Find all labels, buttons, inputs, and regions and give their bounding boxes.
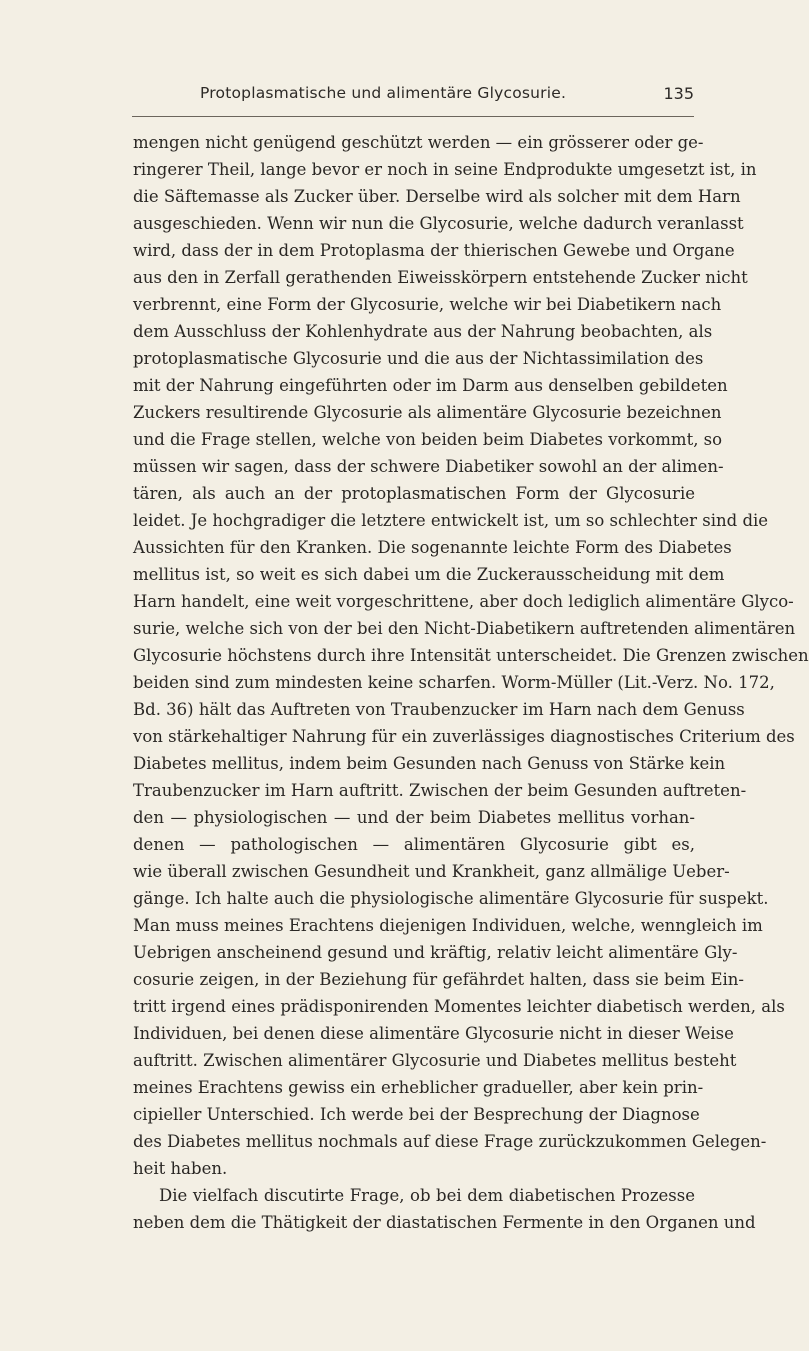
- text-line: protoplasmatische Glycosurie und die aus der Nichtassimilation des: [133, 349, 704, 368]
- text-line: mengen nicht genügend geschützt werden — ein grösserer oder ge-: [133, 133, 704, 152]
- text-line: die Säftemasse als Zucker über. Derselbe wird als solcher mit dem Harn: [133, 187, 741, 206]
- text-line: Zuckers resultirende Glycosurie als alimentäre Glycosurie bezeichnen: [133, 403, 722, 422]
- text-line: cosurie zeigen, in der Beziehung für gefährdet halten, dass sie beim Ein-: [133, 970, 744, 989]
- running-head: [132, 84, 694, 108]
- text-line: Uebrigen anscheinend gesund und kräftig, relativ leicht alimentäre Gly-: [133, 943, 738, 962]
- text-line: mit der Nahrung eingeführten oder im Darm aus denselben gebildeten: [133, 376, 728, 395]
- body-text: [133, 129, 809, 1236]
- text-line: auftritt. Zwischen alimentärer Glycosurie und Diabetes mellitus besteht: [133, 1051, 737, 1070]
- text-line: Die vielfach discutirte Frage, ob bei dem diabetischen Prozesse: [159, 1186, 695, 1205]
- text-line: Traubenzucker im Harn auftritt. Zwischen der beim Gesunden auftreten-: [133, 781, 747, 800]
- text-line: mellitus ist, so weit es sich dabei um die Zuckerausscheidung mit dem: [133, 565, 725, 584]
- text-line: beiden sind zum mindesten keine scharfen. Worm-Müller (Lit.-Verz. No. 172,: [133, 673, 775, 692]
- text-line: Man muss meines Erachtens diejenigen Individuen, welche, wenngleich im: [133, 916, 763, 935]
- text-line: denen — pathologischen — alimentären Glycosurie gibt es,: [133, 835, 695, 854]
- text-line: gänge. Ich halte auch die physiologische alimentäre Glycosurie für suspekt.: [133, 889, 769, 908]
- text-line: Individuen, bei denen diese alimentäre Glycosurie nicht in dieser Weise: [133, 1024, 734, 1043]
- text-line: von stärkehaltiger Nahrung für ein zuverlässiges diagnostisches Criterium des: [133, 727, 795, 746]
- text-line: verbrennt, eine Form der Glycosurie, welche wir bei Diabetikern nach: [133, 295, 722, 314]
- text-line: ausgeschieden. Wenn wir nun die Glycosurie, welche dadurch veranlasst: [133, 214, 744, 233]
- text-line: des Diabetes mellitus nochmals auf diese Frage zurückzukommen Gelegen-: [133, 1132, 767, 1151]
- text-line: leidet. Je hochgradiger die letztere entwickelt ist, um so schlechter sind die: [133, 511, 769, 530]
- text-line: den — physiologischen — und der beim Diabetes mellitus vorhan-: [133, 808, 695, 827]
- running-title: Protoplasmatische und alimentäre Glycosurie.: [200, 84, 567, 102]
- text-line: heit haben.: [133, 1159, 228, 1178]
- text-line: Harn handelt, eine weit vorgeschrittene, aber doch lediglich alimentäre Glyco-: [133, 592, 794, 611]
- text-line: tritt irgend eines prädisponirenden Momentes leichter diabetisch werden, als: [133, 997, 785, 1016]
- text-line: meines Erachtens gewiss ein erheblicher gradueller, aber kein prin-: [133, 1078, 704, 1097]
- text-line: Aussichten für den Kranken. Die sogenannte leichte Form des Diabetes: [133, 538, 732, 557]
- text-line: cipieller Unterschied. Ich werde bei der Besprechung der Diagnose: [133, 1105, 700, 1124]
- text-line: müssen wir sagen, dass der schwere Diabetiker sowohl an der alimen-: [133, 457, 724, 476]
- text-line: tären, als auch an der protoplasmatischen Form der Glycosurie: [133, 484, 695, 503]
- text-line: dem Ausschluss der Kohlenhydrate aus der Nahrung beobachten, als: [133, 322, 713, 341]
- page-number: 135: [663, 84, 694, 103]
- text-line: ringerer Theil, lange bevor er noch in seine Endprodukte umgesetzt ist, in: [133, 160, 757, 179]
- text-line: surie, welche sich von der bei den Nicht-Diabetikern auftretenden alimentären: [133, 619, 796, 638]
- header-rule: [132, 116, 694, 117]
- text-line: und die Frage stellen, welche von beiden beim Diabetes vorkommt, so: [133, 430, 723, 449]
- text-line: Diabetes mellitus, indem beim Gesunden nach Genuss von Stärke kein: [133, 754, 726, 773]
- text-line: wie überall zwischen Gesundheit und Krankheit, ganz allmälige Ueber-: [133, 862, 730, 881]
- text-line: neben dem die Thätigkeit der diastatischen Fermente in den Organen und: [133, 1213, 756, 1232]
- text-line: Glycosurie höchstens durch ihre Intensität unterscheidet. Die Grenzen zwischen: [133, 646, 809, 665]
- text-line: Bd. 36) hält das Auftreten von Traubenzucker im Harn nach dem Genuss: [133, 700, 745, 719]
- text-line: wird, dass der in dem Protoplasma der thierischen Gewebe und Organe: [133, 241, 735, 260]
- text-line: aus den in Zerfall gerathenden Eiweisskörpern entstehende Zucker nicht: [133, 268, 748, 287]
